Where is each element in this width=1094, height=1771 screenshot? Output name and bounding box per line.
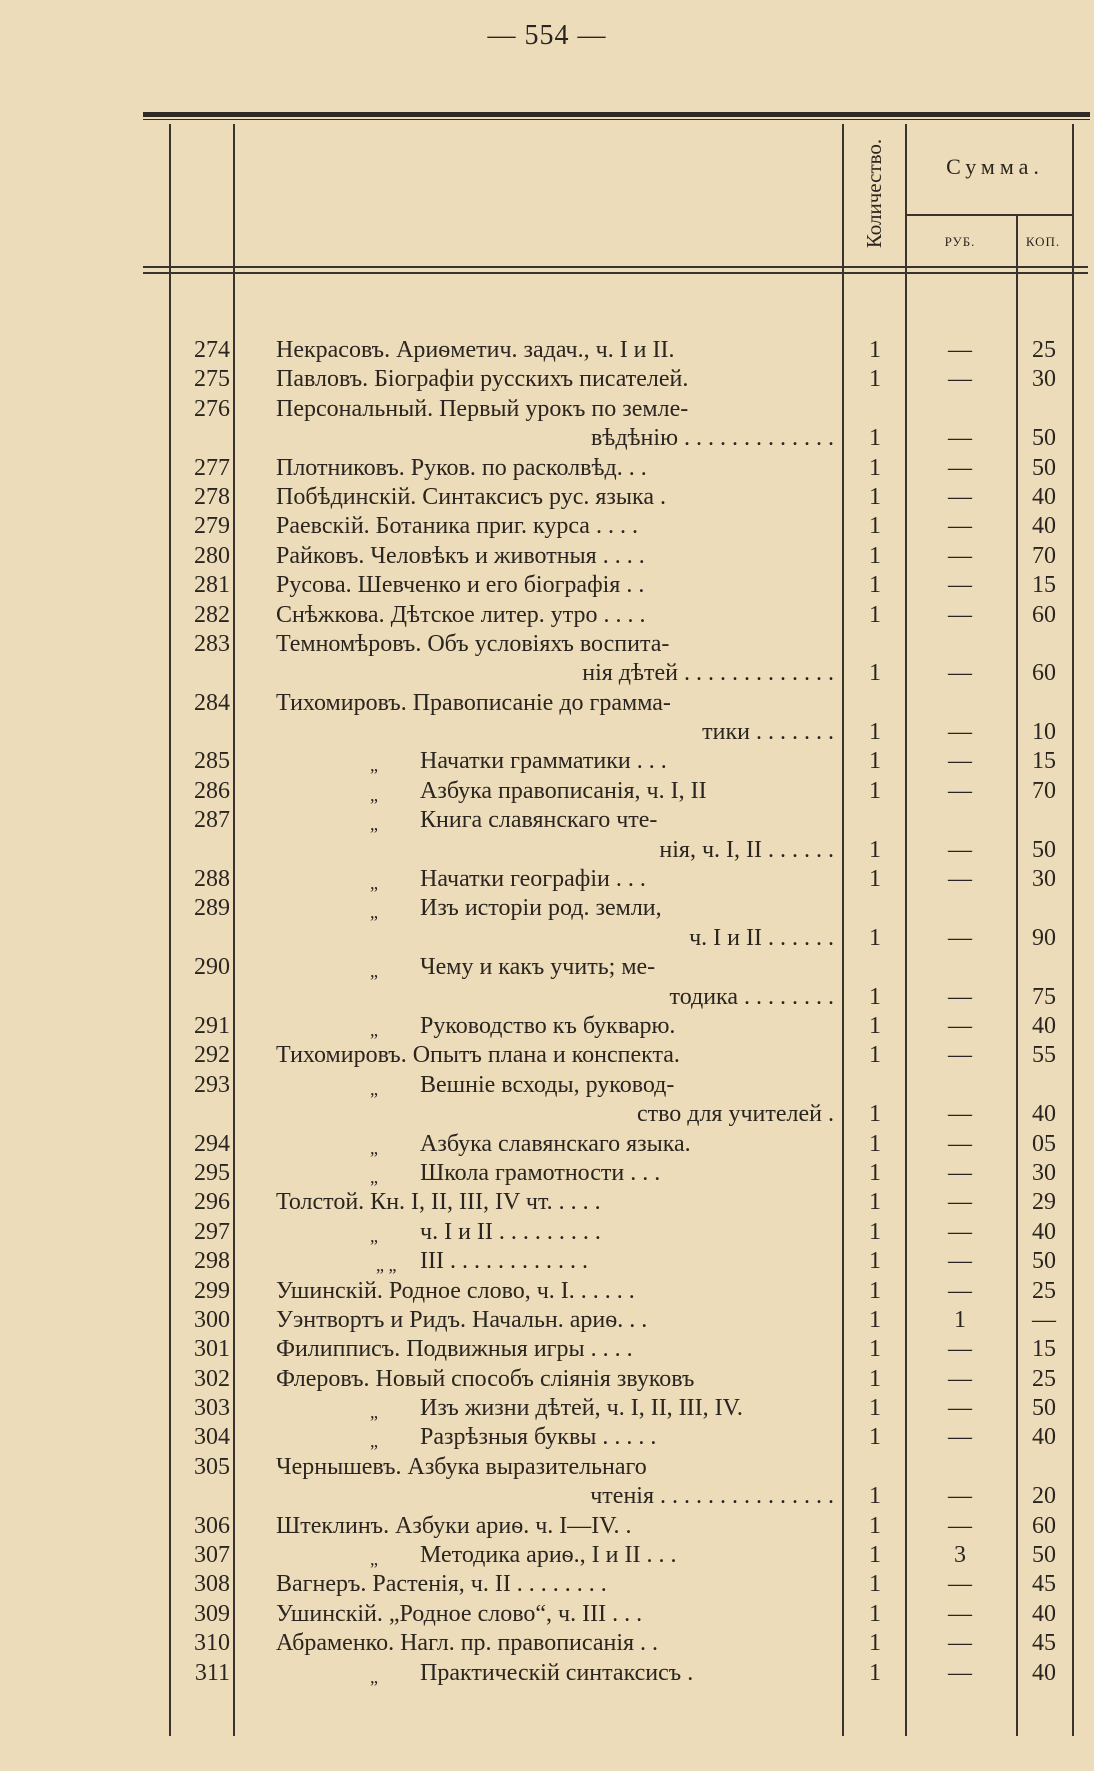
ditto-mark: „ <box>370 961 378 982</box>
table-row <box>0 571 1094 600</box>
row-number: 285 <box>194 748 230 775</box>
row-rubles: — <box>948 601 972 628</box>
table-row <box>0 1600 1094 1629</box>
row-title: нія дѣтей . . . . . . . . . . . . . <box>582 660 834 687</box>
row-title: Руководство къ букварю. <box>420 1012 676 1039</box>
table-row <box>0 512 1094 541</box>
row-rubles: — <box>948 1336 972 1363</box>
row-rubles: — <box>948 337 972 363</box>
table-row <box>0 836 1094 865</box>
table-row <box>0 365 1094 394</box>
ditto-mark: „ <box>370 1137 378 1158</box>
table-row <box>0 1512 1094 1541</box>
row-quantity: 1 <box>869 1542 881 1569</box>
row-rubles: — <box>948 454 972 481</box>
row-quantity: 1 <box>869 542 881 569</box>
row-rubles: — <box>948 1130 972 1157</box>
row-title: Практическій синтаксисъ . <box>420 1659 694 1686</box>
row-title: ч. I и II . . . . . . . . . <box>420 1218 601 1245</box>
table-row <box>0 659 1094 688</box>
table-row <box>0 1629 1094 1658</box>
row-quantity: 1 <box>869 1630 881 1657</box>
row-kopecks: 70 <box>1032 542 1056 569</box>
row-title: Ушинскій. Родное слово, ч. I. . . . . . <box>276 1277 635 1304</box>
row-number: 279 <box>194 513 230 540</box>
row-rubles: 1 <box>954 1306 966 1333</box>
row-kopecks: — <box>1032 1306 1056 1333</box>
row-number: 280 <box>194 542 230 569</box>
row-number: 282 <box>194 601 230 628</box>
ditto-mark: „ <box>370 1402 378 1423</box>
row-kopecks: 40 <box>1032 513 1056 540</box>
row-quantity: 1 <box>869 1159 881 1186</box>
row-title: Штеклинъ. Азбуки ариѳ. ч. I—IV. . <box>276 1512 632 1539</box>
row-rubles: — <box>948 1512 972 1539</box>
row-quantity: 1 <box>869 1571 881 1598</box>
row-number: 291 <box>194 1012 230 1039</box>
row-title: Начатки географіи . . . <box>420 866 646 893</box>
row-quantity: 1 <box>869 366 881 393</box>
header-sum: Сумма. <box>946 154 1044 179</box>
row-number: 302 <box>194 1365 230 1392</box>
row-rubles: 3 <box>954 1542 966 1569</box>
table-row <box>0 1423 1094 1452</box>
table-row <box>0 747 1094 776</box>
row-title: Школа грамотности . . . <box>420 1159 661 1186</box>
row-rubles: — <box>948 572 972 599</box>
row-title: Вешніе всходы, руковод- <box>420 1071 675 1098</box>
table-row <box>0 454 1094 483</box>
row-number: 284 <box>194 689 230 716</box>
header-bottom-rule-2 <box>143 272 1088 274</box>
row-title: Азбука правописанія, ч. I, II <box>420 777 707 804</box>
row-quantity: 1 <box>869 1659 881 1686</box>
row-kopecks: 25 <box>1032 337 1056 363</box>
row-number: 293 <box>194 1071 230 1098</box>
row-title: нія, ч. I, II . . . . . . <box>659 836 834 863</box>
row-title: Темномѣровъ. Объ условіяхъ воспита- <box>276 630 670 657</box>
row-quantity: 1 <box>869 513 881 540</box>
row-rubles: — <box>948 1042 972 1069</box>
header-rub: РУБ. <box>944 234 976 249</box>
row-quantity: 1 <box>869 1248 881 1275</box>
row-number: 301 <box>194 1336 230 1363</box>
row-title: Абраменко. Нагл. пр. правописанія . . <box>276 1630 659 1657</box>
row-quantity: 1 <box>869 572 881 599</box>
row-quantity: 1 <box>869 748 881 775</box>
row-number: 303 <box>194 1395 230 1422</box>
row-kopecks: 25 <box>1032 1365 1056 1392</box>
row-rubles: — <box>948 1248 972 1275</box>
row-quantity: 1 <box>869 1306 881 1333</box>
row-quantity: 1 <box>869 1483 881 1510</box>
table-row <box>0 424 1094 453</box>
row-rubles: — <box>948 1600 972 1627</box>
row-kopecks: 50 <box>1032 454 1056 481</box>
row-number: 300 <box>194 1306 230 1333</box>
table-row <box>0 1482 1094 1511</box>
table-row <box>0 689 1094 718</box>
table-row <box>0 542 1094 571</box>
row-rubles: — <box>948 1159 972 1186</box>
row-title: Русова. Шевченко и его біографія . . <box>276 572 645 599</box>
row-number: 295 <box>194 1159 230 1186</box>
row-kopecks: 15 <box>1032 1336 1056 1363</box>
row-title: Флеровъ. Новый способъ сліянія звуковъ <box>276 1365 695 1392</box>
row-title: тики . . . . . . . <box>702 719 834 746</box>
row-quantity: 1 <box>869 1336 881 1363</box>
row-kopecks: 15 <box>1032 748 1056 775</box>
table-row <box>0 1306 1094 1335</box>
row-number: 309 <box>194 1600 230 1627</box>
row-title: Начатки грамматики . . . <box>420 748 667 775</box>
row-quantity: 1 <box>869 777 881 804</box>
row-number: 287 <box>194 807 230 834</box>
row-title: Плотниковъ. Руков. по расколвѣд. . . <box>276 454 647 481</box>
row-quantity: 1 <box>869 1130 881 1157</box>
row-rubles: — <box>948 1365 972 1392</box>
table-row <box>0 1071 1094 1100</box>
ditto-mark: „ <box>370 814 378 835</box>
row-title: Тихомировъ. Опытъ плана и конспекта. <box>276 1042 680 1069</box>
row-title: Книга славянскаго чте- <box>420 807 658 834</box>
row-kopecks: 60 <box>1032 660 1056 687</box>
header-bottom-rule <box>143 266 1088 268</box>
row-quantity: 1 <box>869 454 881 481</box>
row-title: Методика ариѳ., I и II . . . <box>420 1542 677 1569</box>
row-rubles: — <box>948 1571 972 1598</box>
row-kopecks: 50 <box>1032 425 1056 452</box>
row-quantity: 1 <box>869 1365 881 1392</box>
table-row <box>0 1247 1094 1276</box>
table-row <box>0 1041 1094 1070</box>
row-title: Изъ исторіи род. земли, <box>420 895 662 922</box>
ditto-mark: „ <box>370 1431 378 1452</box>
row-kopecks: 29 <box>1032 1189 1056 1216</box>
row-quantity: 1 <box>869 1218 881 1245</box>
table-body <box>0 336 1094 1688</box>
row-kopecks: 30 <box>1032 1159 1056 1186</box>
row-rubles: — <box>948 660 972 687</box>
row-number: 277 <box>194 454 230 481</box>
row-rubles: — <box>948 513 972 540</box>
row-kopecks: 50 <box>1032 1395 1056 1422</box>
row-title: Ушинскій. „Родное слово“, ч. III . . . <box>276 1600 643 1627</box>
row-kopecks: 30 <box>1032 866 1056 893</box>
row-title: Снѣжкова. Дѣтское литер. утро . . . . <box>276 601 646 628</box>
ditto-mark: „ <box>370 1078 378 1099</box>
row-quantity: 1 <box>869 337 881 363</box>
row-quantity: 1 <box>869 719 881 746</box>
row-kopecks: 40 <box>1032 1424 1056 1451</box>
row-kopecks: 55 <box>1032 1042 1056 1069</box>
table-row <box>0 865 1094 894</box>
table-row <box>0 1394 1094 1423</box>
row-number: 306 <box>194 1512 230 1539</box>
row-quantity: 1 <box>869 483 881 510</box>
row-rubles: — <box>948 983 972 1010</box>
row-title: тодика . . . . . . . . <box>669 983 834 1010</box>
row-kopecks: 40 <box>1032 1218 1056 1245</box>
table-row <box>0 777 1094 806</box>
table-row <box>0 336 1094 365</box>
row-number: 276 <box>194 395 230 422</box>
row-quantity: 1 <box>869 1424 881 1451</box>
row-kopecks: 40 <box>1032 1012 1056 1039</box>
row-rubles: — <box>948 866 972 893</box>
table-row <box>0 894 1094 923</box>
row-quantity: 1 <box>869 601 881 628</box>
row-title: Азбука славянскаго языка. <box>420 1130 691 1157</box>
header-quantity: Количество. <box>862 138 887 248</box>
ditto-mark: „ <box>370 1166 378 1187</box>
row-number: 275 <box>194 366 230 393</box>
table-row <box>0 483 1094 512</box>
row-quantity: 1 <box>869 1600 881 1627</box>
row-title: ч. I и II . . . . . . <box>689 924 834 951</box>
row-quantity: 1 <box>869 1101 881 1128</box>
row-number: 305 <box>194 1453 230 1480</box>
row-title: Уэнтвортъ и Ридъ. Начальн. ариѳ. . . <box>276 1306 648 1333</box>
ditto-mark: „ <box>370 1549 378 1570</box>
table-row <box>0 806 1094 835</box>
row-kopecks: 50 <box>1032 836 1056 863</box>
row-title: Филипписъ. Подвижныя игры . . . . <box>276 1336 633 1363</box>
row-number: 283 <box>194 630 230 657</box>
row-title: Разрѣзныя буквы . . . . . <box>420 1424 657 1451</box>
table-row <box>0 1130 1094 1159</box>
row-title: Чернышевъ. Азбука выразительнаго <box>276 1453 647 1480</box>
row-title: Изъ жизни дѣтей, ч. I, II, III, IV. <box>420 1395 743 1422</box>
row-title: Тихомировъ. Правописаніе до грамма- <box>276 689 671 716</box>
table-row <box>0 1159 1094 1188</box>
row-number: 286 <box>194 777 230 804</box>
row-number: 304 <box>194 1424 230 1451</box>
row-kopecks: 60 <box>1032 1512 1056 1539</box>
row-rubles: — <box>948 1218 972 1245</box>
ditto-mark: „ <box>370 1019 378 1040</box>
row-quantity: 1 <box>869 1012 881 1039</box>
row-number: 292 <box>194 1042 230 1069</box>
row-kopecks: 40 <box>1032 1659 1056 1686</box>
row-kopecks: 25 <box>1032 1277 1056 1304</box>
ditto-mark: „ <box>370 1225 378 1246</box>
table-row <box>0 1100 1094 1129</box>
top-rule <box>143 112 1090 120</box>
row-title: III . . . . . . . . . . . . <box>420 1248 588 1275</box>
row-number: 299 <box>194 1277 230 1304</box>
row-number: 298 <box>194 1248 230 1275</box>
row-title: вѣдѣнію . . . . . . . . . . . . . <box>590 425 834 452</box>
row-title: Райковъ. Человѣкъ и животныя . . . . <box>276 542 645 569</box>
table-row <box>0 924 1094 953</box>
table-row <box>0 395 1094 424</box>
table-row <box>0 718 1094 747</box>
row-rubles: — <box>948 1395 972 1422</box>
row-quantity: 1 <box>869 983 881 1010</box>
table-row <box>0 1659 1094 1688</box>
table-row <box>0 1335 1094 1364</box>
row-kopecks: 50 <box>1032 1542 1056 1569</box>
ditto-mark: „ <box>370 755 378 776</box>
ditto-mark: „ <box>370 784 378 805</box>
row-rubles: — <box>948 777 972 804</box>
table-row <box>0 953 1094 982</box>
table-row <box>0 1453 1094 1482</box>
table-row <box>0 1188 1094 1217</box>
row-rubles: — <box>948 1483 972 1510</box>
row-kopecks: 60 <box>1032 601 1056 628</box>
row-number: 290 <box>194 954 230 981</box>
row-kopecks: 30 <box>1032 366 1056 393</box>
row-number: 288 <box>194 866 230 893</box>
table-row <box>0 1365 1094 1394</box>
row-rubles: — <box>948 1659 972 1686</box>
row-kopecks: 05 <box>1032 1130 1056 1157</box>
row-number: 296 <box>194 1189 230 1216</box>
row-rubles: — <box>948 1630 972 1657</box>
row-quantity: 1 <box>869 425 881 452</box>
table-row <box>0 1570 1094 1599</box>
table-row <box>0 1541 1094 1570</box>
ditto-mark: „ <box>370 1666 378 1687</box>
table-row <box>0 1218 1094 1247</box>
row-quantity: 1 <box>869 660 881 687</box>
row-title: Чему и какъ учить; ме- <box>420 954 656 981</box>
table-row <box>0 1277 1094 1306</box>
sum-subheader-rule <box>905 214 1072 216</box>
row-rubles: — <box>948 748 972 775</box>
row-kopecks: 90 <box>1032 924 1056 951</box>
ditto-mark: „ „ <box>376 1255 397 1276</box>
row-rubles: — <box>948 1277 972 1304</box>
row-title: чтенія . . . . . . . . . . . . . . . <box>590 1483 834 1510</box>
table-row <box>0 601 1094 630</box>
row-title: ство для учителей . <box>636 1101 834 1128</box>
row-quantity: 1 <box>869 1512 881 1539</box>
row-title: Раевскій. Ботаника приг. курса . . . . <box>276 513 638 540</box>
row-kopecks: 45 <box>1032 1571 1056 1598</box>
row-title: Побѣдинскій. Синтаксисъ рус. языка . <box>276 483 666 510</box>
row-title: Некрасовъ. Ариѳметич. задач., ч. I и II. <box>276 337 675 363</box>
row-quantity: 1 <box>869 924 881 951</box>
row-quantity: 1 <box>869 1395 881 1422</box>
ditto-mark: „ <box>370 902 378 923</box>
row-title: Вагнеръ. Растенія, ч. II . . . . . . . . <box>276 1571 607 1598</box>
table-row <box>0 630 1094 659</box>
row-kopecks: 15 <box>1032 572 1056 599</box>
row-rubles: — <box>948 836 972 863</box>
row-rubles: — <box>948 542 972 569</box>
row-number: 310 <box>194 1630 230 1657</box>
row-number: 289 <box>194 895 230 922</box>
row-number: 311 <box>194 1659 230 1686</box>
row-number: 308 <box>194 1571 230 1598</box>
row-rubles: — <box>948 1424 972 1451</box>
row-rubles: — <box>948 1101 972 1128</box>
row-kopecks: 75 <box>1032 983 1056 1010</box>
ditto-mark: „ <box>370 873 378 894</box>
row-kopecks: 10 <box>1032 719 1056 746</box>
row-quantity: 1 <box>869 866 881 893</box>
row-number: 294 <box>194 1130 230 1157</box>
row-rubles: — <box>948 719 972 746</box>
row-rubles: — <box>948 1189 972 1216</box>
table-row <box>0 1012 1094 1041</box>
row-number: 278 <box>194 483 230 510</box>
row-quantity: 1 <box>869 836 881 863</box>
row-rubles: — <box>948 1012 972 1039</box>
row-title: Персональный. Первый урокъ по земле- <box>276 395 689 422</box>
row-kopecks: 40 <box>1032 1600 1056 1627</box>
row-rubles: — <box>948 924 972 951</box>
row-quantity: 1 <box>869 1277 881 1304</box>
row-kopecks: 20 <box>1032 1483 1056 1510</box>
row-number: 281 <box>194 572 230 599</box>
table-row <box>0 983 1094 1012</box>
row-number: 274 <box>194 337 230 363</box>
row-kopecks: 40 <box>1032 1101 1056 1128</box>
row-quantity: 1 <box>869 1042 881 1069</box>
row-title: Павловъ. Біографіи русскихъ писателей. <box>276 366 689 393</box>
row-kopecks: 70 <box>1032 777 1056 804</box>
row-rubles: — <box>948 483 972 510</box>
row-rubles: — <box>948 425 972 452</box>
page-number: — 554 — <box>487 20 607 51</box>
header-kop: КОП. <box>1025 234 1061 249</box>
row-kopecks: 50 <box>1032 1248 1056 1275</box>
row-number: 307 <box>194 1542 230 1569</box>
row-kopecks: 40 <box>1032 483 1056 510</box>
row-kopecks: 45 <box>1032 1630 1056 1657</box>
row-number: 297 <box>194 1218 230 1245</box>
row-rubles: — <box>948 366 972 393</box>
row-title: Толстой. Кн. I, II, III, IV чт. . . . . <box>276 1189 601 1216</box>
row-quantity: 1 <box>869 1189 881 1216</box>
